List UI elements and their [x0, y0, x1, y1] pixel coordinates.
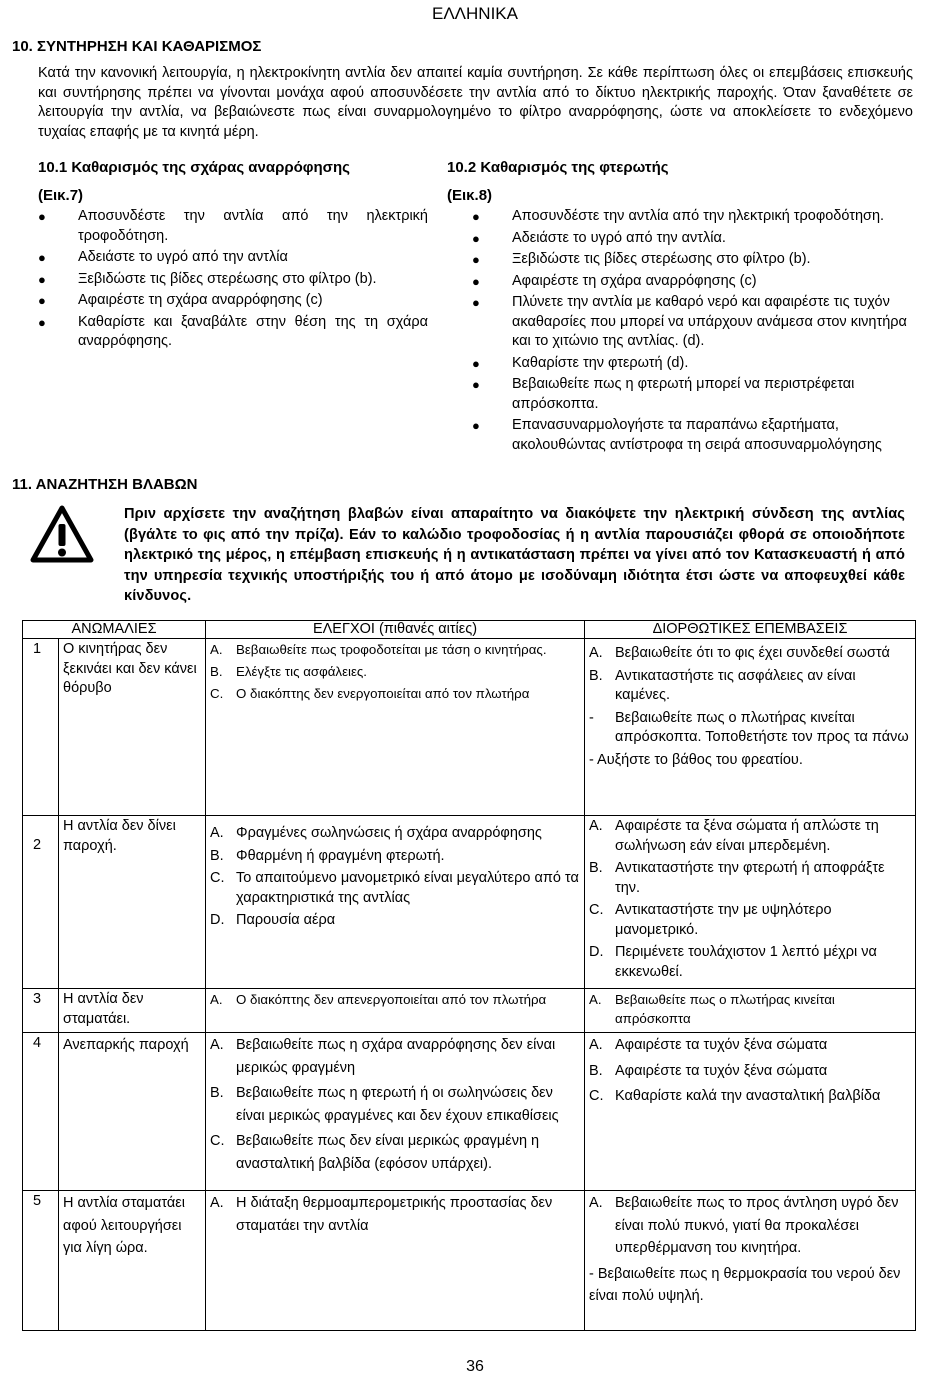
subsection-10-2-title: 10.2 Καθαρισμός της φτερωτής — [447, 159, 669, 176]
item-text: Αφαιρέστε τα ξένα σώματα ή απλώστε τη σωλήνωση εάν είναι μπερδεμένη. — [615, 818, 879, 854]
cell-item — [210, 990, 580, 1009]
cell-item — [210, 824, 580, 844]
item-text: Αφαιρέστε τα τυχόν ξένα σώματα — [615, 1037, 828, 1053]
list-item-text: Αφαιρέστε τη σχάρα αναρρόφησης (c) — [78, 292, 323, 308]
bullet-icon: ● — [472, 295, 480, 310]
header-corrective-actions: ΔΙΟΡΘΩΤΙΚΕΣ ΕΠΕΜΒΑΣΕΙΣ — [585, 621, 916, 639]
list-item — [472, 207, 912, 227]
item-key: C. — [210, 1133, 225, 1149]
cell-item — [210, 640, 580, 659]
fixes-cell — [585, 989, 916, 1033]
item-key: B. — [589, 1062, 603, 1079]
safety-warning-text: Πριν αρχίσετε την αναζήτηση βλαβών είναι απαραίτητο να διακόψετε την ηλεκτρική σύνδεση της αντλίας (βγάλτε το φις από την πρίζα). Εάν το καλώδιο τροφοδοσίας ή η αντλία παρουσιάζει φθορά σε οποιοδήποτε ηλεκτρικό της μέρος, η επέμβαση επισκευής ή η αντικατάσταση πρέπει να γίνει από τον Κατασκευαστή ή από την υπηρεσία τεχνικής υποστήριξής του ή από άτομο με ισοδύναμη ιδιότητα έτσι ώστε να αποφευχθεί κάθε κίνδυνος. — [124, 506, 905, 604]
bullet-icon: ● — [472, 209, 480, 224]
section-10-title: 10. ΣΥΝΤΗΡΗΣΗ ΚΑΙ ΚΑΘΑΡΙΣΜΟΣ — [12, 38, 262, 55]
item-text: Ο διακόπτης δεν απενεργοποιείται από τον πλωτήρα — [236, 992, 547, 1007]
checks-cell — [206, 816, 585, 989]
cell-item — [210, 662, 580, 681]
row-number: 2 — [23, 816, 59, 989]
item-text: Αντικαταστήστε τις ασφάλειες αν είναι καμένες. — [615, 667, 856, 703]
cell-item — [210, 1192, 580, 1237]
item-text: Βεβαιωθείτε πως η φτερωτή ή οι σωληνώσεις δεν είναι μερικώς φραγμένες και δεν έχουν επικαθίσεις — [236, 1085, 559, 1124]
list-item — [38, 270, 428, 290]
list-item — [472, 229, 912, 249]
row-number: 3 — [23, 989, 59, 1033]
item-text: Βεβαιωθείτε ότι το φις έχει συνδεθεί σωστά — [615, 645, 890, 661]
bullet-icon: ● — [38, 314, 46, 330]
subsection-10-1-figure-ref: (Εικ.7) — [38, 187, 84, 204]
fixes-cell — [585, 1191, 916, 1331]
list-item-text: Αδειάστε το υγρό από την αντλία — [78, 249, 288, 265]
list-item-text: Ξεβιδώστε τις βίδες στερέωσης στο φίλτρο (b). — [78, 270, 377, 287]
bullet-icon: ● — [472, 252, 480, 267]
item-text: Βεβαιωθείτε πως τροφοδοτείται με τάση ο κινητήρας. — [236, 642, 547, 657]
table-row — [23, 989, 916, 1033]
table-row — [23, 639, 916, 816]
bullet-icon: ● — [472, 273, 480, 289]
header-anomalies: ΑΝΩΜΑΛΙΕΣ — [23, 621, 206, 639]
list-item-text: Επανασυναρμολογήστε τα παραπάνω εξαρτήματα, ακολουθώντας αντίστροφα τη σειρά αποσυναρμολόγησης — [512, 417, 882, 453]
item-key: A. — [589, 1037, 603, 1053]
item-key: A. — [210, 1195, 224, 1211]
item-key: B. — [210, 1085, 224, 1101]
cell-item — [589, 1060, 911, 1083]
cell-item — [210, 847, 580, 867]
item-key: A. — [210, 825, 224, 841]
item-text: Βεβαιωθείτε πως η σχάρα αναρρόφησης δεν είναι μερικώς φραγμένη — [236, 1037, 556, 1076]
cell-item — [210, 911, 580, 931]
item-key: C. — [589, 902, 604, 918]
row-number: 4 — [23, 1033, 59, 1191]
item-text: Αφαιρέστε τα τυχόν ξένα σώματα — [615, 1062, 828, 1079]
list-item — [472, 375, 912, 414]
subsection-10-1-title: 10.1 Καθαρισμός της σχάρας αναρρόφησης — [38, 159, 350, 176]
fixes-cell — [585, 639, 916, 816]
cell-item — [589, 817, 911, 856]
list-item — [472, 250, 912, 270]
list-item — [472, 293, 912, 352]
page-number: 36 — [466, 1358, 484, 1375]
item-text: Βεβαιωθείτε πως ο πλωτήρας κινείται απρόσκοπτα. Τοποθετήστε τον προς τα πάνω — [615, 709, 909, 745]
item-key: A. — [210, 642, 223, 657]
bullet-icon: ● — [38, 271, 46, 287]
table-row — [23, 1033, 916, 1191]
list-item-text: Πλύνετε την αντλία με καθαρό νερό και αφαιρέστε τις τυχόν ακαθαρσίες που μπορεί να υπάρχουν ανάμεσα στον κινητήρα και το χιτώνιο της αντλίας. (d). — [512, 294, 907, 349]
item-text: Ελέγξτε τις ασφάλειες. — [236, 664, 367, 679]
list-item — [472, 354, 912, 374]
fixes-cell — [585, 1033, 916, 1191]
item-key: B. — [210, 847, 224, 864]
list-item — [38, 207, 428, 246]
item-text: Φραγμένες σωληνώσεις ή σχάρα αναρρόφησης — [236, 825, 542, 841]
language-header: ΕΛΛΗΝΙΚΑ — [431, 4, 518, 23]
bullet-icon: ● — [38, 293, 46, 308]
item-text: Βεβαιωθείτε πως ο πλωτήρας κινείται απρόσκοπτα — [615, 992, 835, 1026]
item-text: Καθαρίστε καλά την ανασταλτική βαλβίδα — [615, 1088, 881, 1104]
list-item-text: Αφαιρέστε τη σχάρα αναρρόφησης (c) — [512, 272, 757, 289]
cell-item — [210, 869, 580, 908]
list-item-text: Αποσυνδέστε την αντλία από την ηλεκτρική τροφοδότηση. — [512, 208, 885, 224]
item-key: A. — [589, 818, 603, 834]
cleaning-grid-steps-list — [38, 207, 428, 354]
cleaning-impeller-steps-list — [472, 207, 912, 457]
list-item-text: Βεβαιωθείτε πως η φτερωτή μπορεί να περιστρέφεται απρόσκοπτα. — [512, 376, 855, 412]
table-row — [23, 1191, 916, 1331]
checks-cell — [206, 639, 585, 816]
item-text: Η διάταξη θερμοαμπερομετρικής προστασίας δεν σταματάει την αντλία — [236, 1195, 553, 1234]
item-text: - Βεβαιωθείτε πως η θερμοκρασία του νερού δεν είναι πολύ υψηλή. — [589, 1265, 901, 1304]
cell-item — [210, 1034, 580, 1079]
cell-item — [589, 943, 911, 982]
item-key: B. — [210, 664, 223, 679]
anomaly-cell: Ο κινητήρας δεν ξεκινάει και δεν κάνει θόρυβο — [59, 639, 206, 816]
item-text: - Αυξήστε το βάθος του φρεατίου. — [589, 751, 803, 768]
bullet-icon: ● — [472, 377, 480, 392]
anomaly-cell: Ανεπαρκής παροχή — [59, 1033, 206, 1191]
section-11-title: 11. ΑΝΑΖΗΤΗΣΗ ΒΛΑΒΩΝ — [12, 476, 198, 493]
item-key: C. — [589, 1088, 604, 1104]
list-item-text: Ξεβιδώστε τις βίδες στερέωσης στο φίλτρο (b). — [512, 251, 811, 267]
item-key: A. — [589, 1195, 603, 1211]
cell-item — [589, 990, 911, 1028]
checks-cell — [206, 989, 585, 1033]
list-item-text: Αδειάστε το υγρό από την αντλία. — [512, 229, 726, 246]
bullet-icon: ● — [38, 250, 46, 265]
bullet-icon: ● — [472, 418, 480, 433]
list-item — [472, 272, 912, 292]
table-row — [23, 816, 916, 989]
anomaly-cell: Η αντλία δεν σταματάει. — [59, 989, 206, 1033]
cell-item — [589, 901, 911, 940]
item-text: Φθαρμένη ή φραγμένη φτερωτή. — [236, 847, 445, 864]
list-item-text: Καθαρίστε την φτερωτή (d). — [512, 354, 689, 371]
cell-item — [589, 667, 911, 706]
item-key: A. — [589, 645, 603, 661]
list-item — [38, 313, 428, 352]
list-item — [38, 248, 428, 268]
item-key: A. — [210, 992, 223, 1007]
table-header-row — [23, 621, 916, 639]
item-key: C. — [210, 686, 224, 701]
cell-item — [589, 1263, 911, 1308]
row-number: 5 — [23, 1191, 59, 1331]
list-item-text: Καθαρίστε και ξαναβάλτε στην θέση της τη σχάρα αναρρόφησης. — [78, 313, 428, 349]
item-key: C. — [210, 870, 225, 886]
cell-item — [589, 644, 911, 664]
cell-item — [589, 859, 911, 898]
cell-item — [210, 1130, 580, 1175]
cell-item — [589, 1034, 911, 1057]
item-key: B. — [589, 667, 603, 684]
bullet-icon: ● — [38, 209, 46, 224]
cell-item — [589, 1085, 911, 1108]
item-text: Αντικαταστήστε την φτερωτή ή αποφράξτε την. — [615, 860, 885, 896]
anomaly-cell: Η αντλία δεν δίνει παροχή. — [59, 816, 206, 989]
item-key: D. — [210, 912, 225, 928]
fixes-cell — [585, 816, 916, 989]
list-item-text: Αποσυνδέστε την αντλία από την ηλεκτρική τροφοδότηση. — [78, 208, 428, 244]
warning-triangle-icon — [30, 505, 94, 567]
item-text: Παρουσία αέρα — [236, 912, 336, 928]
cell-item — [210, 1082, 580, 1127]
list-item — [38, 291, 428, 311]
item-text: Βεβαιωθείτε πως το προς άντληση υγρό δεν είναι πολύ πυκνό, γιατί θα προκαλέσει υπερθέρμανση του κινητήρα. — [615, 1195, 899, 1256]
checks-cell — [206, 1033, 585, 1191]
cell-item — [589, 709, 911, 748]
checks-cell — [206, 1191, 585, 1331]
section-10-paragraph: Κατά την κανονική λειτουργία, η ηλεκτροκίνητη αντλία δεν απαιτεί καμία συντήρηση. Σε κάθε περίπτωση όλες οι επεμβάσεις επισκευής και συντήρησης πρέπει να γίνονται μονάχα αφού αποσυνδέσετε την αντλία από το δίκτυο ηλεκτρικής παροχής. Όταν ξαναθέτετε σε λειτουργία την αντλία, να βεβαιώνεστε πως είναι συναρμολογημένο το φίλτρο αναρρόφησης, ώστε να αποκλείσετε το ενδεχόμενο τυχαίας επαφής με τα κινητά μέρη. — [38, 65, 913, 140]
cell-item — [210, 684, 580, 703]
item-key: - — [589, 709, 594, 726]
item-key: A. — [589, 992, 602, 1007]
cell-item — [589, 1192, 911, 1260]
bullet-icon: ● — [472, 230, 480, 246]
item-text: Το απαιτούμενο μανομετρικό είναι μεγαλύτερο από τα χαρακτηριστικά της αντλίας — [236, 870, 579, 906]
troubleshooting-table — [22, 620, 916, 1331]
item-text: Αντικαταστήστε την με υψηλότερο μανομετρικό. — [615, 902, 832, 938]
item-key: A. — [210, 1037, 224, 1053]
item-text: Περιμένετε τουλάχιστον 1 λεπτό μέχρι να εκκενωθεί. — [615, 944, 877, 980]
item-text: Ο διακόπτης δεν ενεργοποιείται από τον πλωτήρα — [236, 686, 530, 701]
header-checks: ΕΛΕΓΧΟΙ (πιθανές αιτίες) — [206, 621, 585, 639]
item-key: B. — [589, 860, 603, 876]
cell-item — [589, 751, 911, 771]
subsection-10-2-figure-ref: (Εικ.8) — [447, 187, 493, 204]
anomaly-cell: Η αντλία σταματάει αφού λειτουργήσει για λίγη ώρα. — [59, 1191, 206, 1331]
item-key: D. — [589, 944, 604, 960]
list-item — [472, 416, 912, 455]
bullet-icon: ● — [472, 355, 480, 371]
row-number: 1 — [23, 639, 59, 816]
item-text: Βεβαιωθείτε πως δεν είναι μερικώς φραγμένη η ανασταλτική βαλβίδα (εφόσον υπάρχει). — [236, 1133, 540, 1172]
